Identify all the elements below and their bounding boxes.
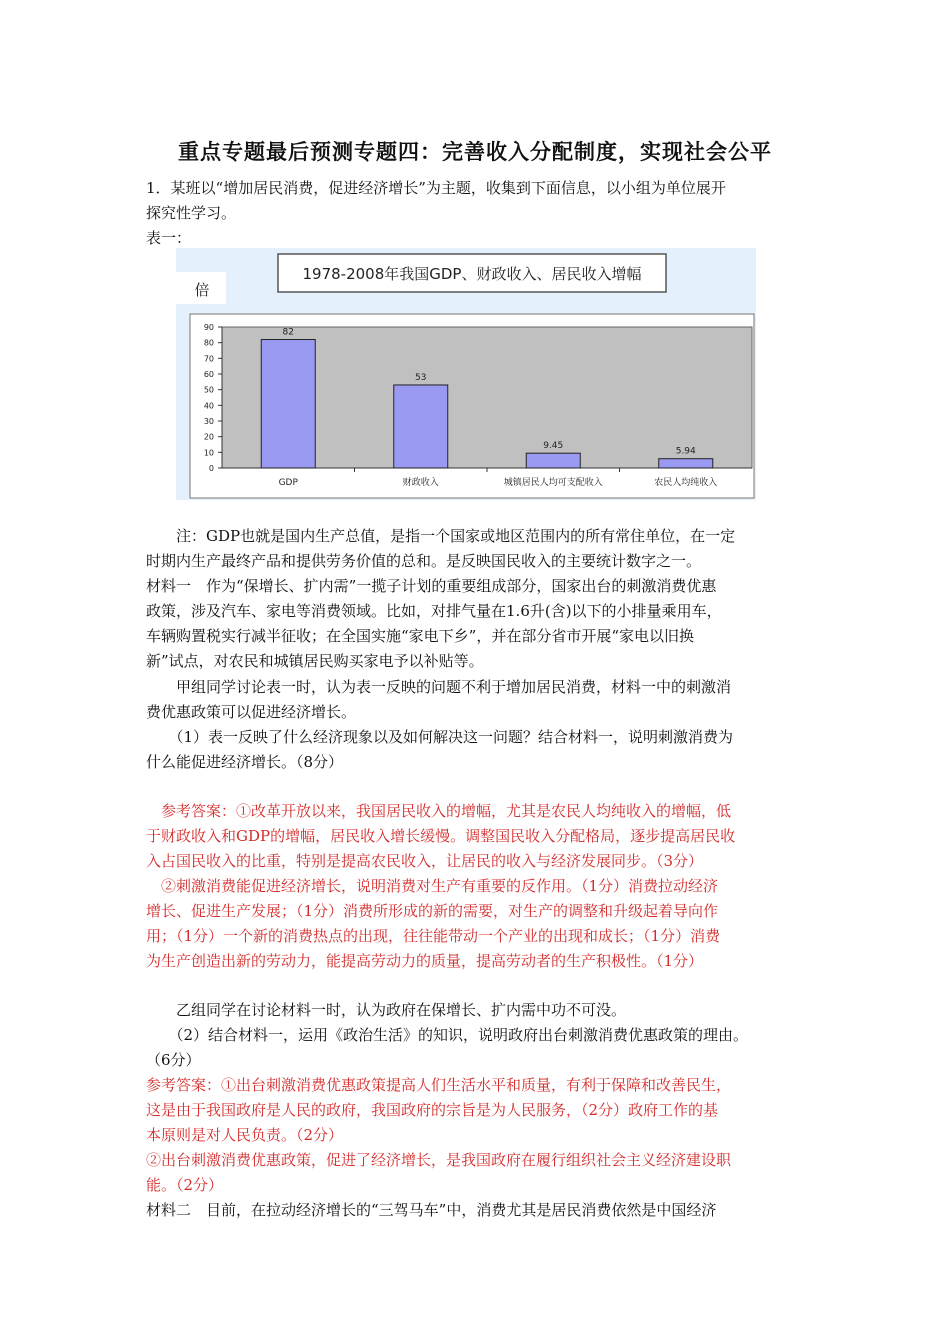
- x-tick-label: GDP: [278, 478, 298, 488]
- plot-area: [204, 323, 752, 488]
- chart-container: [176, 248, 756, 500]
- text-line: （6分）: [146, 1051, 201, 1069]
- x-tick-label: 财政收入: [402, 478, 439, 488]
- y-tick-label: 10: [203, 448, 214, 458]
- text-line: 什么能促进经济增长。（8分）: [146, 753, 344, 771]
- bar: [261, 340, 315, 468]
- text-line: 入占国民收入的比重，特别是提高农民收入，让居民的收入与经济发展同步。（3分）: [146, 852, 704, 870]
- bar: [394, 385, 448, 468]
- y-tick-label: 80: [203, 338, 214, 348]
- y-tick-label: 0: [208, 464, 214, 473]
- text-line: 时期内生产最终产品和提供劳务价值的总和。是反映国民收入的主要统计数字之一。: [146, 552, 702, 570]
- text-line: 表一：: [146, 229, 192, 247]
- data-label: 9.45: [543, 441, 564, 452]
- text-line: 于财政收入和GDP的增幅，居民收入增长缓慢。调整国民收入分配格局，逐步提高居民收: [146, 827, 736, 845]
- y-tick-label: 20: [203, 432, 214, 442]
- text-line: 费优惠政策可以促进经济增长。: [146, 703, 357, 721]
- text-line: ②刺激消费能促进经济增长，说明消费对生产有重要的反作用。（1分）消费拉动经济: [146, 877, 719, 895]
- y-tick-label: 70: [203, 354, 214, 364]
- text-line: （1）表一反映了什么经济现象以及如何解决这一问题？结合材料一，说明刺激消费为: [146, 728, 734, 746]
- y-axis-label: 倍: [194, 281, 210, 299]
- x-tick-label: 农民人均纯收入: [654, 478, 718, 488]
- bar: [526, 453, 580, 468]
- text-line: 能。（2分）: [146, 1176, 224, 1194]
- text-line: 参考答案：①改革开放以来，我国居民收入的增幅，尤其是农民人均纯收入的增幅，低: [146, 802, 732, 820]
- text-line: 增长、促进生产发展；（1分）消费所形成的新的需要，对生产的调整和升级起着导向作: [146, 902, 719, 920]
- text-line: 材料一 作为“保增长、扩内需”一揽子计划的重要组成部分，国家出台的刺激消费优惠: [146, 577, 717, 595]
- text-line: 乙组同学在讨论材料一时，认为政府在保增长、扩内需中功不可没。: [146, 1001, 627, 1019]
- text-line: 为生产创造出新的劳动力，能提高劳动力的质量，提高劳动者的生产积极性。（1分）: [146, 952, 704, 970]
- data-label: 5.94: [675, 446, 696, 457]
- text-line: 政策，涉及汽车、家电等消费领域。比如，对排气量在1.6升(含)以下的小排量乘用车，: [146, 602, 722, 620]
- text-line: 本原则是对人民负责。（2分）: [146, 1126, 344, 1144]
- page-title: 重点专题最后预测专题四：完善收入分配制度，实现社会公平: [178, 140, 772, 164]
- text-line: 用；（1分）一个新的消费热点的出现，往往能带动一个产业的出现和成长；（1分）消费: [146, 927, 721, 945]
- y-tick-label: 60: [203, 370, 214, 379]
- bar-chart: [176, 248, 756, 500]
- text-line: 参考答案：①出台刺激消费优惠政策提高人们生活水平和质量，有利于保障和改善民生，: [146, 1076, 732, 1094]
- y-tick-label: 90: [203, 323, 214, 332]
- text-line: 1．某班以“增加居民消费，促进经济增长”为主题，收集到下面信息，以小组为单位展开: [146, 179, 726, 197]
- text-line: 新”试点，对农民和城镇居民购买家电予以补贴等。: [146, 652, 484, 670]
- data-label: 53: [415, 372, 427, 383]
- text-line: 车辆购置税实行减半征收；在全国实施“家电下乡”，并在部分省市开展“家电以旧换: [146, 627, 695, 645]
- text-line: 甲组同学讨论表一时，认为表一反映的问题不利于增加居民消费，材料一中的刺激消: [146, 678, 732, 696]
- text-line: （2）结合材料一，运用《政治生活》的知识，说明政府出台刺激消费优惠政策的理由。: [146, 1026, 749, 1044]
- text-line: 探究性学习。: [146, 204, 237, 222]
- y-tick-label: 30: [203, 417, 214, 426]
- chart-title: 1978-2008年我国GDP、财政收入、居民收入增幅: [302, 265, 642, 283]
- data-label: 82: [282, 327, 294, 338]
- x-tick-label: 城镇居民人均可支配收入: [503, 478, 603, 488]
- text-line: 这是由于我国政府是人民的政府，我国政府的宗旨是为人民服务，（2分）政府工作的基: [146, 1101, 719, 1119]
- text-line: 材料二 目前，在拉动经济增长的“三驾马车”中，消费尤其是居民消费依然是中国经济: [146, 1201, 717, 1219]
- text-line: ②出台刺激消费优惠政策，促进了经济增长，是我国政府在履行组织社会主义经济建设职: [146, 1151, 732, 1169]
- y-tick-label: 50: [203, 385, 214, 395]
- y-tick-label: 40: [203, 401, 214, 411]
- text-line: 注：GDP也就是国内生产总值，是指一个国家或地区范围内的所有常住单位，在一定: [146, 527, 736, 545]
- bar: [659, 459, 713, 468]
